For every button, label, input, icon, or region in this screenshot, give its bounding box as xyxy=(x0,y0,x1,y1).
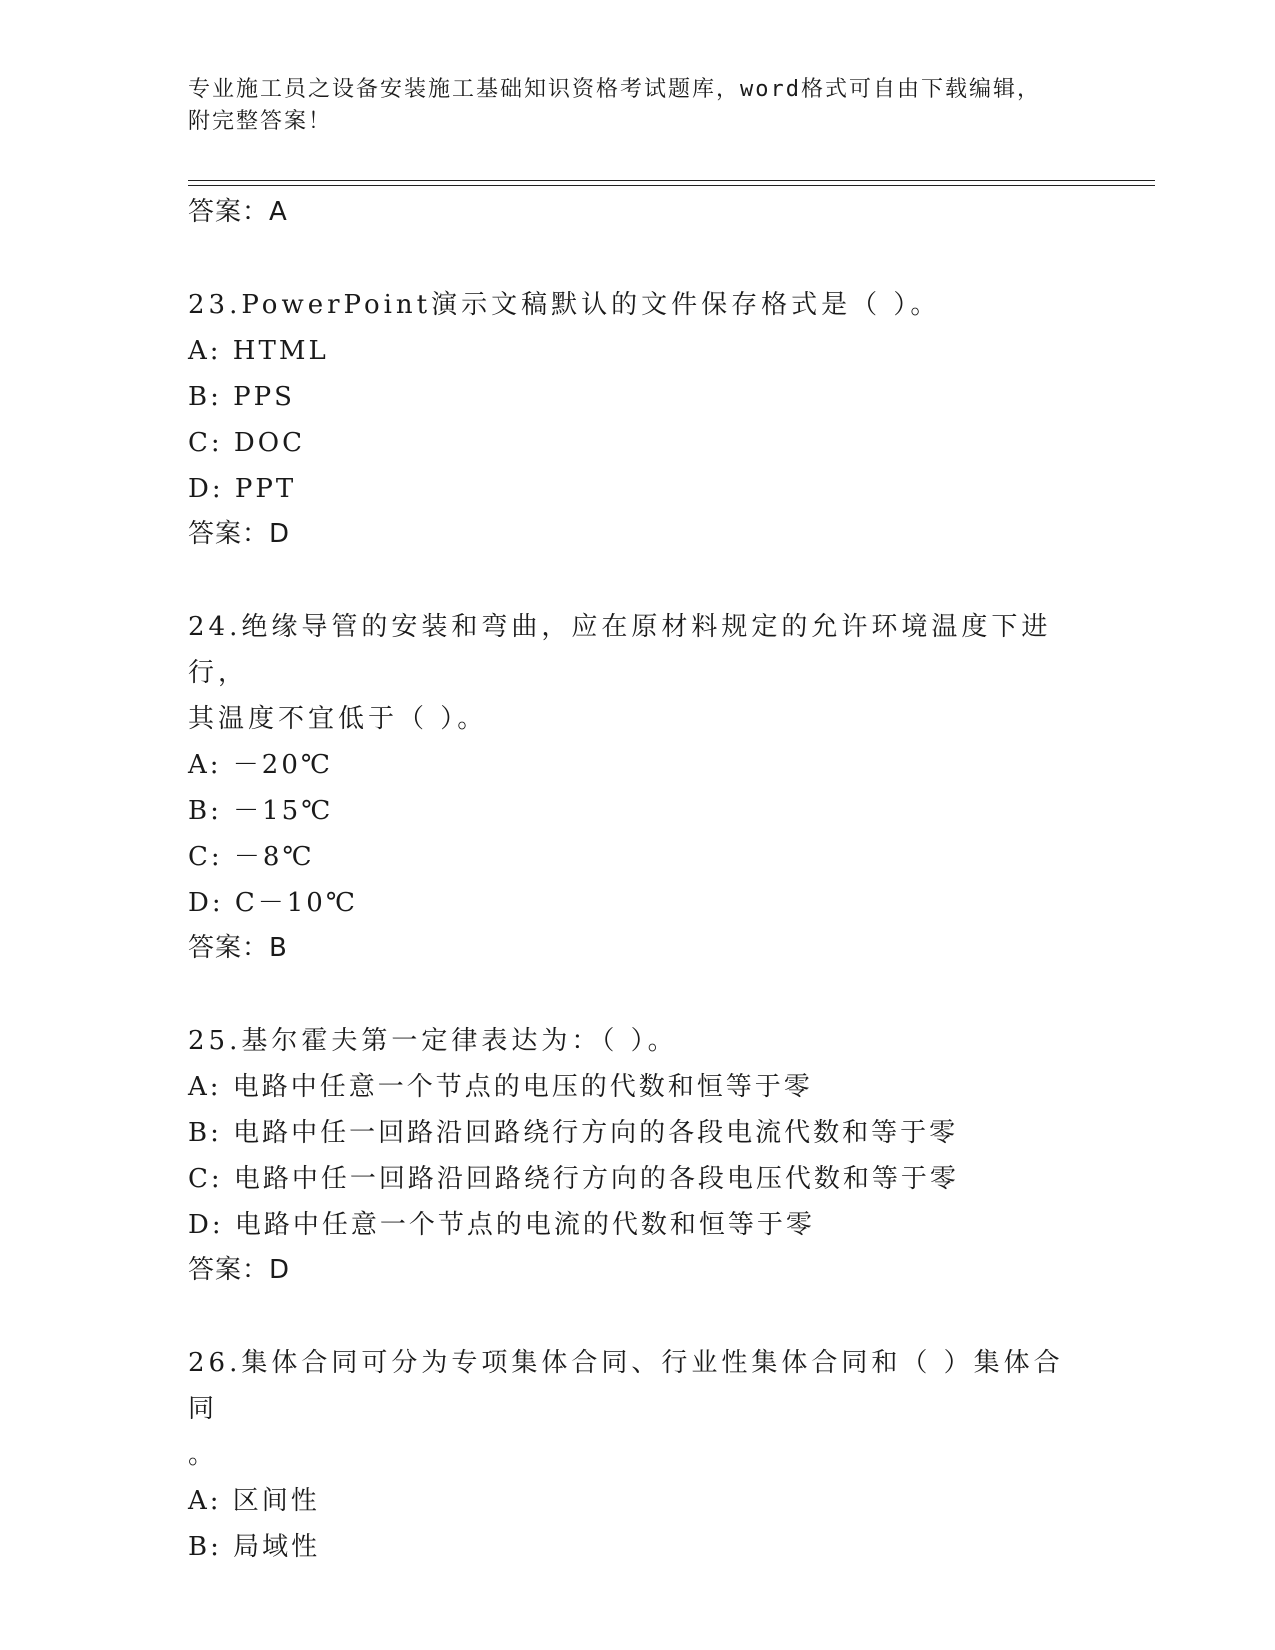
question-stem: 23.PowerPoint演示文稿默认的文件保存格式是（ ）。 xyxy=(188,290,941,320)
option-b: B: －15℃ xyxy=(188,796,334,826)
answer-line: 答案：D xyxy=(188,519,291,549)
document-header xyxy=(188,74,1088,138)
question-list xyxy=(188,190,1088,1570)
option-a: A: 区间性 xyxy=(188,1486,320,1516)
previous-answer: 答案：A xyxy=(188,197,288,227)
header-divider-top xyxy=(188,180,1155,181)
header-divider-bottom xyxy=(188,185,1155,186)
option-d: D: PPT xyxy=(188,474,297,504)
question-stem-line-2: 其温度不宜低于（ ）。 xyxy=(188,704,488,734)
question-stem: 25.基尔霍夫第一定律表达为：（ ）。 xyxy=(188,1026,678,1056)
option-c: C: DOC xyxy=(188,428,305,458)
question-stem-line-1: 26.集体合同可分为专项集体合同、行业性集体合同和（ ）集体合同 xyxy=(188,1348,1064,1424)
option-d: D: 电路中任意一个节点的电流的代数和恒等于零 xyxy=(188,1210,815,1240)
header-line-1: 专业施工员之设备安装施工基础知识资格考试题库，word格式可自由下载编辑， xyxy=(188,77,1041,102)
option-b: B: 电路中任一回路沿回路绕行方向的各段电流代数和等于零 xyxy=(188,1118,959,1148)
option-a: A: －20℃ xyxy=(188,750,333,780)
option-c: C: 电路中任一回路沿回路绕行方向的各段电压代数和等于零 xyxy=(188,1164,959,1194)
option-a: A: 电路中任意一个节点的电压的代数和恒等于零 xyxy=(188,1072,813,1102)
option-b: B: PPS xyxy=(188,382,295,412)
option-a: A: HTML xyxy=(188,336,329,366)
option-b: B: 局域性 xyxy=(188,1532,321,1562)
answer-line: 答案：B xyxy=(188,933,288,963)
question-stem-line-1: 24.绝缘导管的安装和弯曲，应在原材料规定的允许环境温度下进行， xyxy=(188,612,1052,688)
option-c: C: －8℃ xyxy=(188,842,315,872)
answer-line: 答案：D xyxy=(188,1255,291,1285)
option-d: D: C－10℃ xyxy=(188,888,358,918)
question-23 xyxy=(188,282,1088,556)
question-26 xyxy=(188,1340,1088,1570)
question-24 xyxy=(188,604,1088,970)
question-25 xyxy=(188,1018,1088,1292)
question-stem-line-2: 。 xyxy=(188,1440,219,1470)
header-line-2: 附完整答案！ xyxy=(188,109,333,134)
